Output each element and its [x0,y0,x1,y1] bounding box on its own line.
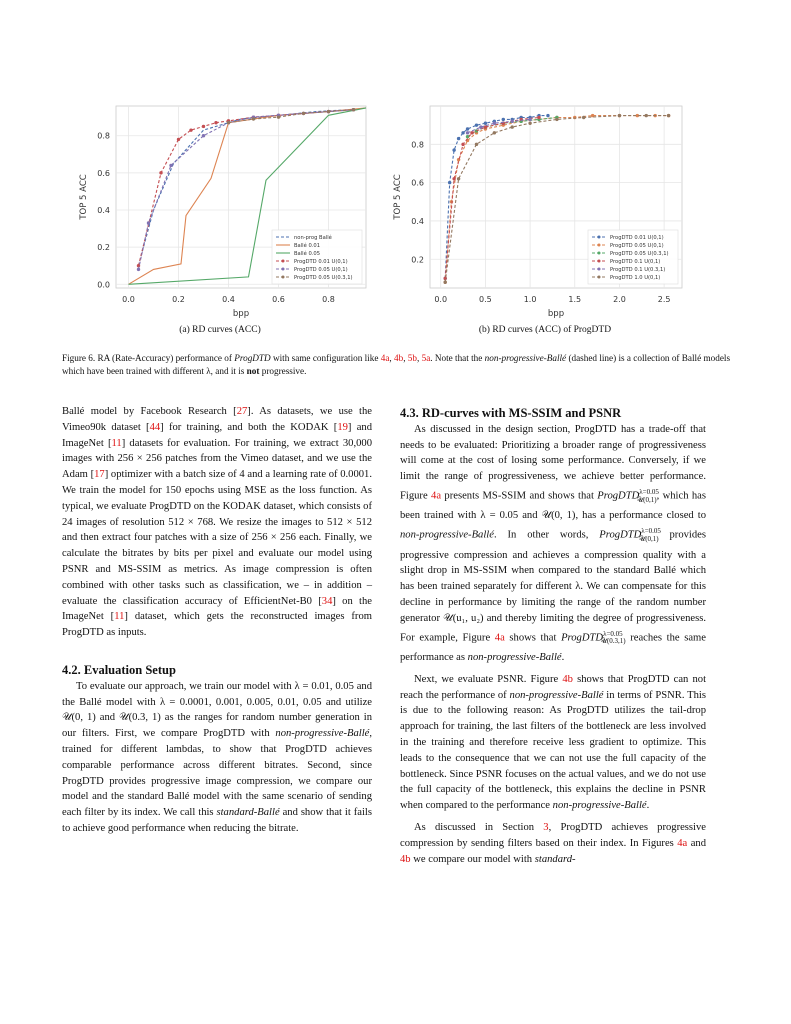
x-tick-label: 0.0 [434,295,448,304]
x-tick-label: 2.0 [613,295,626,304]
data-point [618,114,621,117]
ref-link[interactable]: 4b [400,853,411,865]
ref-link[interactable]: 4a [431,490,442,502]
legend-entry: Ballé 0.01 [294,243,321,249]
data-point [452,177,455,180]
citation-link[interactable]: 17 [94,469,105,481]
paragraph: Next, we evaluate PSNR. Figure 4b shows that ProgDTD can not reach the performance of non-progressive-Ballé in terms of PSNR. This is due to the following reason: As ProgDTD utilizes the tail-drop approach for training, the last filters of the bottleneck are less involved in the training and therefore receive less gradient to optimize. This leads to the consequence that we can not use the full capacity of the bottleneck. Since PSNR focuses on the actual values, and we do not use the full capacity of the bottleneck, this explains the decline in PSNR when compared to the performance non-progressive-Ballé. [400,673,707,812]
x-tick-label: 0.5 [479,295,492,304]
data-point [461,143,464,146]
data-point [327,110,330,113]
legend-entry: ProgDTD 0.01 U(0,1) [610,235,664,241]
legend-entry: ProgDTD 0.1 U(0,1) [610,259,661,265]
chart-rd-acc [74,98,384,320]
data-point [475,123,478,126]
subcaption-b: (b) RD curves (ACC) of ProgDTD [478,325,612,335]
y-tick-label: 0.2 [411,255,424,265]
data-point [159,171,162,174]
legend-entry: ProgDTD 0.01 U(0,1) [294,259,348,265]
legend-marker [598,244,601,247]
x-tick-label: 0.4 [222,295,235,304]
ref-link[interactable]: 5a [421,353,431,363]
x-axis-label: bpp [547,309,565,319]
data-point [352,108,355,111]
legend-marker [282,276,285,279]
legend-marker [598,268,601,271]
paragraph: Ballé model by Facebook Research [27]. As datasets, we use the Vimeo90k dataset [44] for training, and both the KODAK [19] and ImageNet [11] datasets for evaluation. For training, we extract 30,000 images with 256 × 256 patches from the Vimeo dataset, and we use the Adam [17] optimizer with a batch size of 4 and a learning rate of 0.0001. We train the model for 150 epochs using MSE as the loss function. As typical, we evaluate ProgDTD on the KODAK dataset, which consists of 24 images of resolution 512 × 768. We resize the images to 512 × 512 and then extract four patches with a size of 256 × 256 each. Finally, we calculate the bitrates by bits per pixel and evaluate our model using PSNR and MS-SSIM as metrics. As image compression is often combined with other tasks such as classification, we – in addition – evaluate the classification accuracy of EfficientNet-B0 [34] on the ImageNet [11] dataset, which gets the reconstructed images from ProgDTD as inputs. [62,406,373,639]
data-point [475,143,478,146]
ref-link[interactable]: 4a [380,353,390,363]
legend-entry: ProgDTD 0.05 U(0,1) [610,243,664,249]
data-point [443,281,446,284]
ref-link[interactable]: 5b [407,353,417,363]
x-tick-label: 0.0 [122,295,135,304]
legend-marker [598,252,601,255]
figure-6b [392,98,692,320]
data-point [227,121,230,124]
data-point [502,118,505,121]
figure-6a [74,98,384,320]
data-point [466,131,469,134]
legend-entry: non-prog Ballé [294,235,332,241]
data-point [528,118,531,121]
y-tick-label: 0.2 [97,243,110,253]
legend-entry: Ballé 0.05 [294,251,321,257]
y-axis-label: TOP 5 ACC [393,174,403,220]
paragraph: As discussed in the design section, ProgDTD has a trade-off that needs to be evaluated: Prioritizing a broader range of progressiveness will come at the cost of losing some performance. Conversely, if we limit the range of progressiveness, we achieve better performance. Figure 4a presents MS-SSIM and shows that ProgDTD$^{\lambda=0.05}_{𝒰(0,1)}$, which has been trained with λ = 0.05 and 𝒰(0, 1), has a performance closed to non-progressive-Ballé. In other words, ProgDTD$^{\lambda=0.05}_{𝒰(0,1)}$ provides progressive compression and achieves a compression quality with a slight drop in MS-SSIM when compared to the standard Ballé which has been trained separately for different λ. We can compensate for this decline in performance by limiting the range of the random number generator 𝒰(u₁, u₂) and thereby limiting the degree of progressiveness. For example, Figure 4a shows that ProgDTD$^{\lambda=0.05}_{𝒰(0.3,1)}$ reaches the same performance as non-progressive-Ballé. [400,423,706,664]
citation-link[interactable]: 27 [236,406,248,417]
ref-link[interactable]: 4a [494,632,505,644]
legend-entry: ProgDTD 0.05 U(0.3,1) [610,251,669,257]
y-tick-label: 0.0 [97,280,110,290]
ref-link[interactable]: 4a [677,837,688,849]
data-point [511,125,514,128]
data-point [277,115,280,118]
x-tick-label: 1.0 [523,295,537,304]
data-point [546,114,549,117]
x-tick-label: 0.6 [272,295,285,304]
y-tick-label: 0.4 [411,216,424,226]
legend-entry: ProgDTD 0.05 U(0,1) [294,267,348,273]
x-tick-label: 1.5 [568,295,582,304]
data-point [177,138,180,141]
data-point [461,131,464,134]
legend-entry: ProgDTD 1.0 U(0,1) [610,275,661,281]
data-point [511,120,514,123]
citation-link[interactable]: 11 [111,437,122,449]
y-tick-label: 0.6 [97,168,110,178]
y-tick-label: 0.6 [411,178,424,188]
y-tick-label: 0.8 [97,131,110,141]
y-tick-label: 0.8 [411,140,424,150]
citation-link[interactable]: 11 [114,611,125,623]
data-point [457,137,460,140]
legend-entry: ProgDTD 0.05 U(0.3,1) [294,275,353,281]
citation-link[interactable]: 34 [321,595,333,607]
citation-link[interactable]: 19 [337,421,348,433]
data-point [202,125,205,128]
paragraph: To evaluate our approach, we train our model with λ = 0.01, 0.05 and the Ballé model with λ = 0.0001, 0.001, 0.005, 0.01, 0.05 and utilize 𝒰(0, 1) and 𝒰(0.3, 1) as the ranges for random number generation in our filters. First, we compare ProgDTD with non-progressive-Ballé, trained for different lambdas, to show that ProgDTD achieves comparable performance across different bitrates. Second, since ProgDTD provides progressive image compression, we compare our model and the standard Ballé model with the same scenario of sending each filter by its index. We call this standard-Ballé and show that it fails to achieve good performance when reducing the bitrate. [62,680,372,834]
legend-marker [598,276,601,279]
ref-link[interactable]: 4b [562,673,573,685]
legend-marker [282,268,285,271]
subcaption-a: (a) RD curves (ACC) [179,325,261,335]
x-tick-label: 2.5 [657,295,671,304]
x-tick-label: 0.8 [322,295,335,304]
x-axis-label: bpp [232,309,250,319]
ref-link[interactable]: 4b [394,353,404,363]
data-point [302,112,305,115]
y-axis-label: TOP 5 ACC [79,174,89,220]
data-point [470,131,473,134]
data-point [252,117,255,120]
data-point [493,131,496,134]
data-point [493,122,496,125]
left-column [62,404,372,837]
y-tick-label: 0.4 [97,206,110,215]
data-point [189,128,192,131]
citation-link[interactable]: 44 [149,421,161,433]
data-point [147,221,150,224]
legend-marker [282,260,285,263]
data-point [214,121,217,124]
x-tick-label: 0.2 [172,295,185,304]
data-point [667,114,670,117]
data-point [466,127,469,130]
data-point [452,148,455,151]
data-point [202,134,205,137]
data-point [448,181,451,184]
data-point [645,114,648,117]
ref-link[interactable]: 3 [543,822,549,834]
legend-entry: ProgDTD 0.1 U(0.3,1) [610,267,666,273]
data-point [484,122,487,125]
data-point [582,116,585,119]
section-heading: 4.3. RD-curves with MS-SSIM and PSNR [400,406,622,420]
data-point [457,177,460,180]
section-heading: 4.2. Evaluation Setup [62,662,176,677]
data-point [537,116,540,119]
data-point [169,164,172,167]
chart-rd-acc-progdtd [392,98,692,320]
data-point [528,122,531,125]
right-column [400,406,706,867]
figure-caption: Figure 6. RA (Rate-Accuracy) performance of ProgDTD with same configuration like 4a, 4b, 5b, 5a. Note that the non-progressive-Ballé (dashed line) is a collection of Ballé models which have been trained with different λ, and it is not progressive. [62,353,731,376]
paragraph: As discussed in Section 3, ProgDTD achieves progressive compression by sending filters based on their index. In Figures 4a and 4b we compare our model with standard- [400,822,706,865]
data-point [137,268,140,271]
data-point [479,125,482,128]
legend-marker [598,260,601,263]
data-point [555,118,558,121]
legend-marker [598,236,601,239]
